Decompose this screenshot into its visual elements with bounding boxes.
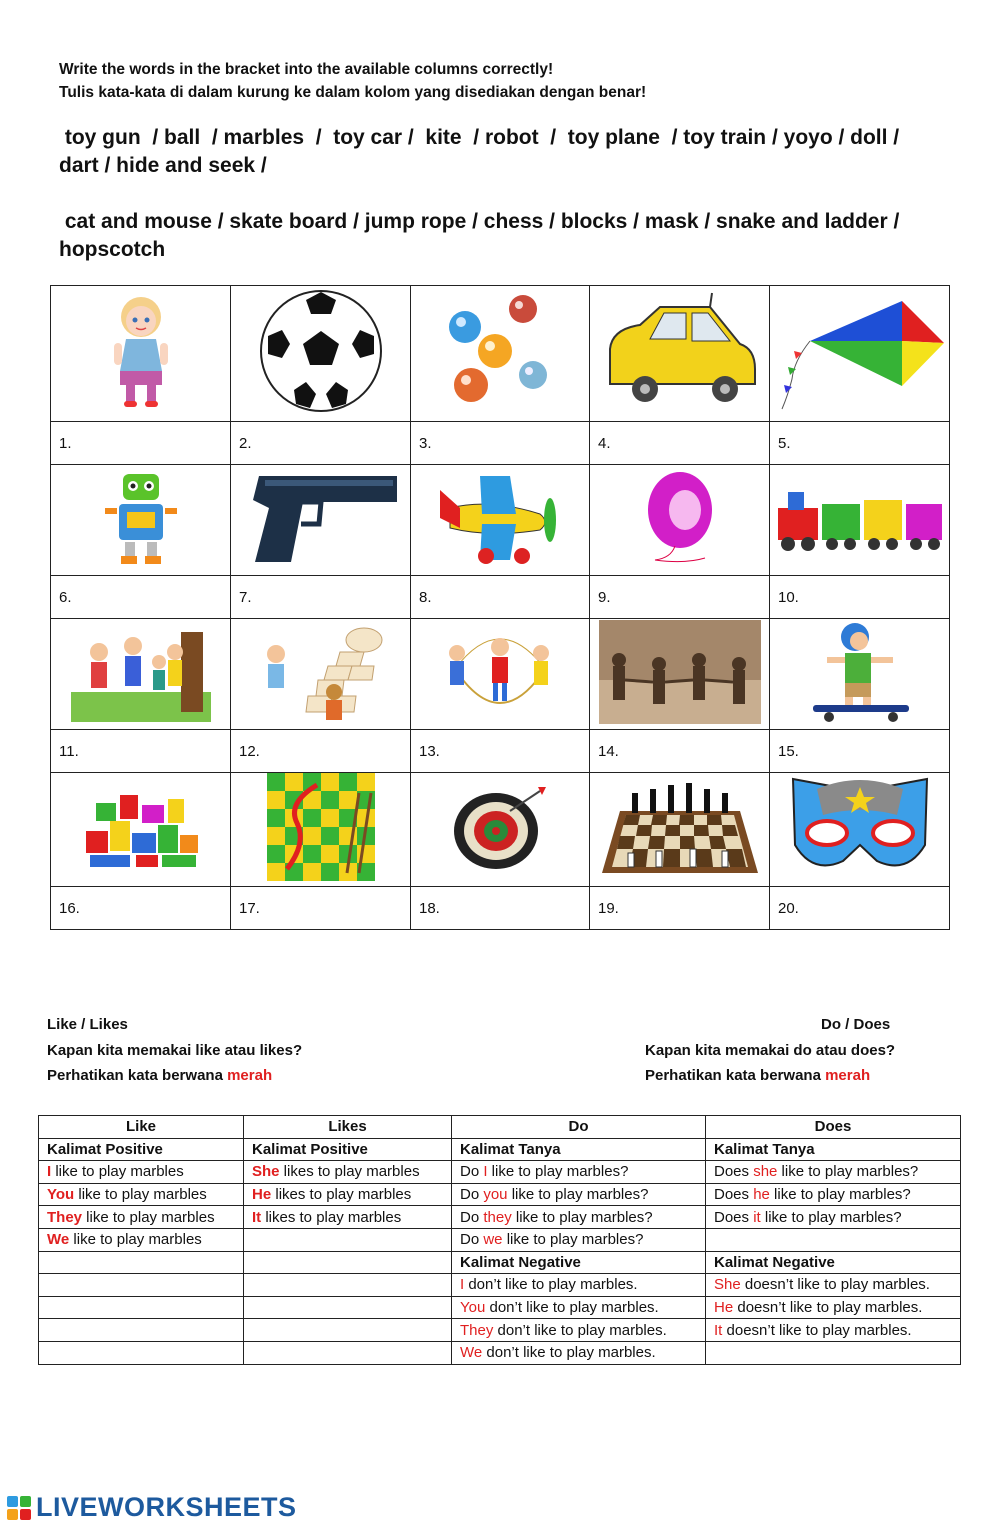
picture-cell: [770, 465, 950, 576]
empty-cell: [244, 1296, 452, 1319]
header-likes: Likes: [244, 1116, 452, 1139]
word-bank-group-2: [59, 208, 939, 264]
word-bank-line: dart / hide and seek /: [59, 154, 267, 177]
like-sentence: They like to play marbles: [39, 1206, 244, 1229]
toy-car-picture: [600, 289, 760, 414]
answer-cell[interactable]: 8.: [411, 576, 590, 619]
empty-cell: [39, 1319, 244, 1342]
empty-cell: [244, 1228, 452, 1251]
grammar-table: [38, 1115, 961, 1365]
like-sentence: We like to play marbles: [39, 1228, 244, 1251]
header-do: Do: [452, 1116, 706, 1139]
liveworksheets-logo[interactable]: [6, 1492, 297, 1523]
does-question-sentence: Does it like to play marbles?: [706, 1206, 961, 1229]
answer-cell[interactable]: 1.: [51, 422, 231, 465]
picture-cell: [411, 619, 590, 730]
skate-board-picture: [805, 619, 915, 724]
toy-train-picture: [774, 478, 946, 558]
do-title: Do / Does: [821, 1016, 891, 1033]
liveworksheets-logo-icon: [6, 1495, 32, 1521]
empty-cell: [244, 1251, 452, 1274]
mask-picture: [787, 775, 933, 879]
answer-cell[interactable]: 18.: [411, 887, 590, 930]
answer-cell[interactable]: 4.: [590, 422, 770, 465]
picture-cell: [51, 619, 231, 730]
do-note-text: Perhatikan kata berwana: [645, 1067, 826, 1084]
does-negative-sentence: He doesn’t like to play marbles.: [706, 1296, 961, 1319]
likes-sentence: It likes to play marbles: [244, 1206, 452, 1229]
picture-cell: [231, 619, 411, 730]
do-negative-sentence: They don’t like to play marbles.: [452, 1319, 706, 1342]
negative-label: Kalimat Negative: [706, 1251, 961, 1274]
do-note: [645, 1067, 870, 1084]
answer-cell[interactable]: 7.: [231, 576, 411, 619]
negative-label: Kalimat Negative: [452, 1251, 706, 1274]
picture-cell: [590, 619, 770, 730]
picture-cell: [590, 286, 770, 422]
answer-cell[interactable]: 10.: [770, 576, 950, 619]
word-bank-line: cat and mouse / skate board / jump rope / chess / blocks / mask / snake and ladder /: [59, 210, 900, 233]
empty-cell: [39, 1341, 244, 1364]
like-question: Kapan kita memakai like atau likes?: [47, 1042, 303, 1059]
instructions: [59, 58, 646, 104]
hopscotch-picture: [246, 622, 396, 722]
do-question-sentence: Do we like to play marbles?: [452, 1228, 706, 1251]
do-note-red: merah: [825, 1067, 871, 1084]
empty-cell: [244, 1274, 452, 1297]
picture-cell: [411, 286, 590, 422]
hide-and-seek-picture: [71, 622, 211, 722]
word-bank-line: toy gun / ball / marbles / toy car / kite / robot / toy plane / toy train / yoyo / doll /: [59, 126, 900, 149]
logo-text: LIVEWORKSHEETS: [36, 1492, 297, 1522]
picture-cell: [770, 773, 950, 887]
picture-cell: [590, 773, 770, 887]
answer-cell[interactable]: 13.: [411, 730, 590, 773]
like-sentence: I like to play marbles: [39, 1161, 244, 1184]
instruction-english: Write the words in the bracket into the available columns correctly!: [59, 61, 554, 78]
do-question-sentence: Do you like to play marbles?: [452, 1183, 706, 1206]
answer-cell[interactable]: 2.: [231, 422, 411, 465]
picture-cell: [231, 465, 411, 576]
dart-picture: [450, 781, 550, 873]
likes-sentence: He likes to play marbles: [244, 1183, 452, 1206]
empty-cell: [244, 1341, 452, 1364]
picture-cell: [51, 773, 231, 887]
header-does: Does: [706, 1116, 961, 1139]
picture-cell: [590, 465, 770, 576]
answer-cell[interactable]: 14.: [590, 730, 770, 773]
answer-cell[interactable]: 15.: [770, 730, 950, 773]
word-bank-line: hopscotch: [59, 238, 166, 261]
header-like: Like: [39, 1116, 244, 1139]
does-negative-sentence: She doesn’t like to play marbles.: [706, 1274, 961, 1297]
ball-picture: [256, 286, 386, 416]
snake-and-ladder-picture: [267, 773, 375, 881]
marbles-picture: [435, 289, 565, 414]
do-question: Kapan kita memakai do atau does?: [645, 1042, 896, 1059]
does-question-sentence: Does he like to play marbles?: [706, 1183, 961, 1206]
answer-cell[interactable]: 17.: [231, 887, 411, 930]
empty-cell: [39, 1274, 244, 1297]
do-question-sentence: Do they like to play marbles?: [452, 1206, 706, 1229]
empty-cell: [706, 1228, 961, 1251]
like-note-text: Perhatikan kata berwana: [47, 1067, 228, 1084]
do-negative-sentence: I don’t like to play marbles.: [452, 1274, 706, 1297]
like-note: [47, 1067, 272, 1084]
picture-cell: [231, 773, 411, 887]
picture-cell: [51, 286, 231, 422]
picture-cell: [770, 286, 950, 422]
empty-cell: [244, 1319, 452, 1342]
answer-cell[interactable]: 20.: [770, 887, 950, 930]
do-negative-sentence: We don’t like to play marbles.: [452, 1341, 706, 1364]
question-label: Kalimat Tanya: [452, 1138, 706, 1161]
doll-picture: [106, 291, 176, 411]
positive-label: Kalimat Positive: [39, 1138, 244, 1161]
picture-cell: [51, 465, 231, 576]
answer-cell[interactable]: 12.: [231, 730, 411, 773]
jump-rope-picture: [435, 619, 565, 724]
like-sentence: You like to play marbles: [39, 1183, 244, 1206]
likes-sentence: She likes to play marbles: [244, 1161, 452, 1184]
picture-cell: [411, 773, 590, 887]
does-negative-sentence: It doesn’t like to play marbles.: [706, 1319, 961, 1342]
answer-cell[interactable]: 19.: [590, 887, 770, 930]
like-title: Like / Likes: [47, 1016, 128, 1033]
empty-cell: [39, 1296, 244, 1319]
cat-and-mouse-picture: [599, 620, 761, 724]
question-label: Kalimat Tanya: [706, 1138, 961, 1161]
yoyo-picture: [625, 468, 735, 568]
kite-picture: [774, 291, 946, 411]
word-bank-group-1: [59, 124, 939, 180]
positive-label: Kalimat Positive: [244, 1138, 452, 1161]
answer-cell[interactable]: 11.: [51, 730, 231, 773]
picture-cell: [411, 465, 590, 576]
answer-cell[interactable]: 5.: [770, 422, 950, 465]
instruction-indonesian: Tulis kata-kata di dalam kurung ke dalam kolom yang disediakan dengan benar!: [59, 84, 647, 101]
does-question-sentence: Does she like to play marbles?: [706, 1161, 961, 1184]
empty-cell: [39, 1251, 244, 1274]
blocks-picture: [76, 781, 206, 873]
answer-cell[interactable]: 3.: [411, 422, 590, 465]
picture-cell: [231, 286, 411, 422]
like-note-red: merah: [227, 1067, 273, 1084]
chess-picture: [598, 775, 762, 879]
answer-cell[interactable]: 6.: [51, 576, 231, 619]
answer-cell[interactable]: 9.: [590, 576, 770, 619]
toy-plane-picture: [430, 468, 570, 568]
picture-grid: [50, 285, 950, 930]
answer-cell[interactable]: 16.: [51, 887, 231, 930]
do-question-sentence: Do I like to play marbles?: [452, 1161, 706, 1184]
toy-gun-picture: [241, 468, 401, 568]
empty-cell: [706, 1341, 961, 1364]
robot-picture: [101, 468, 181, 568]
picture-cell: [770, 619, 950, 730]
do-negative-sentence: You don’t like to play marbles.: [452, 1296, 706, 1319]
